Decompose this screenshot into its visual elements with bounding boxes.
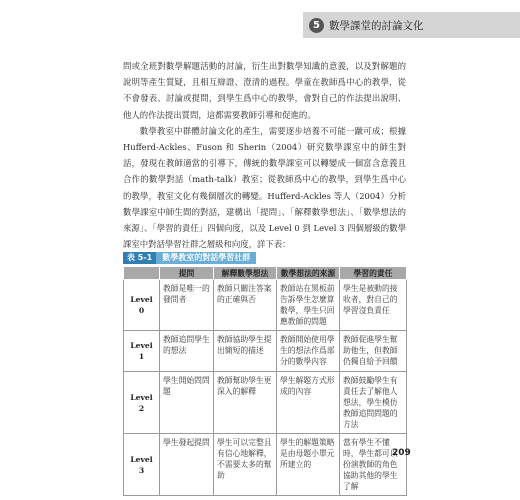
table-cell: 教師只關注答案的正確與否 (214, 280, 277, 331)
body-text (123, 58, 406, 252)
paragraph-1: 問或全班對數學解題活動的討論，衍生出對數學知識的意義，以及對解題的說明等產生質疑，且相互辯證、澄清的過程。學童在教師爲中心的教學，從不會發表、討論或提問，到學生爲中心的教學，會對自己的作法提出說明、他人的作法提出質問，這都需要教師引導和促進的。 (123, 61, 406, 120)
table-cell: 學生可以完整且有信心地解釋，不需要太多的幫助 (214, 434, 277, 496)
level-label: Level 1 (124, 331, 160, 372)
table-cell: 教師站在黑板前告訴學生怎麼算數學，學生只回應教師的問題 (277, 280, 340, 331)
table-cell: 學生的解題策略是由母題小單元所建立的 (277, 434, 340, 496)
table-cell: 學生發起提問 (160, 434, 214, 496)
table-row (124, 280, 407, 331)
table-caption-tag: 表 5-1 (123, 252, 156, 264)
table-cell: 教師鼓勵學生有責任去了解他人想法，學生模仿教師追問問題的方法 (340, 372, 407, 434)
table-header-questioning: 提問 (160, 267, 214, 280)
table-cell: 學生是被動的接收者，對自己的學習沒負責任 (340, 280, 407, 331)
chapter-title: 數學課堂的討論文化 (329, 19, 424, 32)
table-cell: 教師開始使用學生的想法作爲部分的數學內容 (277, 331, 340, 372)
chapter-header (303, 12, 520, 38)
table-row (124, 434, 407, 496)
table-row (124, 372, 407, 434)
paragraph-2: 數學教室中群體討論文化的產生，需要逐步培養不可能一蹴可成；根據 Hufferd-Ackles、Fuson 和 Sherin（2004）研究數學課室中的師生對話，發現在教師適當的引導下，傳統的數學課室可以轉變成一個富含意義且合作的數學對話（math-talk）教室；從教師爲中心的教學，到學生爲中心的教學，教室文化有幾個層次的轉變。Hufferd-Ackles 等人（2004）分析數學課室中師生間的對話，建構出「提問」、「解釋數學想法」、「數學想法的來源」、「學習的責任」四個向度，以及 Level 0 到 Level 3 四個層級的數學課室中對話學習社群之層級和向度，詳下表： (123, 125, 406, 250)
table-cell: 學生解題方式形成的內容 (277, 372, 340, 434)
table-cell: 教師促進學生幫助他生，但教師仍獨自給予回饋 (340, 331, 407, 372)
level-label: Level 0 (124, 280, 160, 331)
table-header-explaining: 解釋數學想法 (214, 267, 277, 280)
table-caption (123, 252, 406, 264)
table-cell: 教師是唯一的發問者 (160, 280, 214, 331)
table-row (124, 331, 407, 372)
table-header-source-of-ideas: 數學想法的來源 (277, 267, 340, 280)
level-label: Level 2 (124, 372, 160, 434)
table-header-row (124, 267, 407, 280)
table-caption-title: 數學教室的對話學習社群 (156, 252, 256, 264)
table-cell: 教師協助學生提出簡短的描述 (214, 331, 277, 372)
table-cell: 教師幫助學生更深入的解釋 (214, 372, 277, 434)
table-cell: 學生開始問問題 (160, 372, 214, 434)
dialogue-community-table (123, 266, 407, 496)
table-header-responsibility: 學習的責任 (340, 267, 407, 280)
level-label: Level 3 (124, 434, 160, 496)
table-cell: 當有學生不懂時，學生都可以扮演教師的角色協助其他的學生了解 (340, 434, 407, 496)
table-header-corner (124, 267, 160, 280)
page-number: 209 (392, 448, 411, 458)
table-cell: 教師追問學生的想法 (160, 331, 214, 372)
chapter-number-badge: 5 (309, 18, 324, 33)
